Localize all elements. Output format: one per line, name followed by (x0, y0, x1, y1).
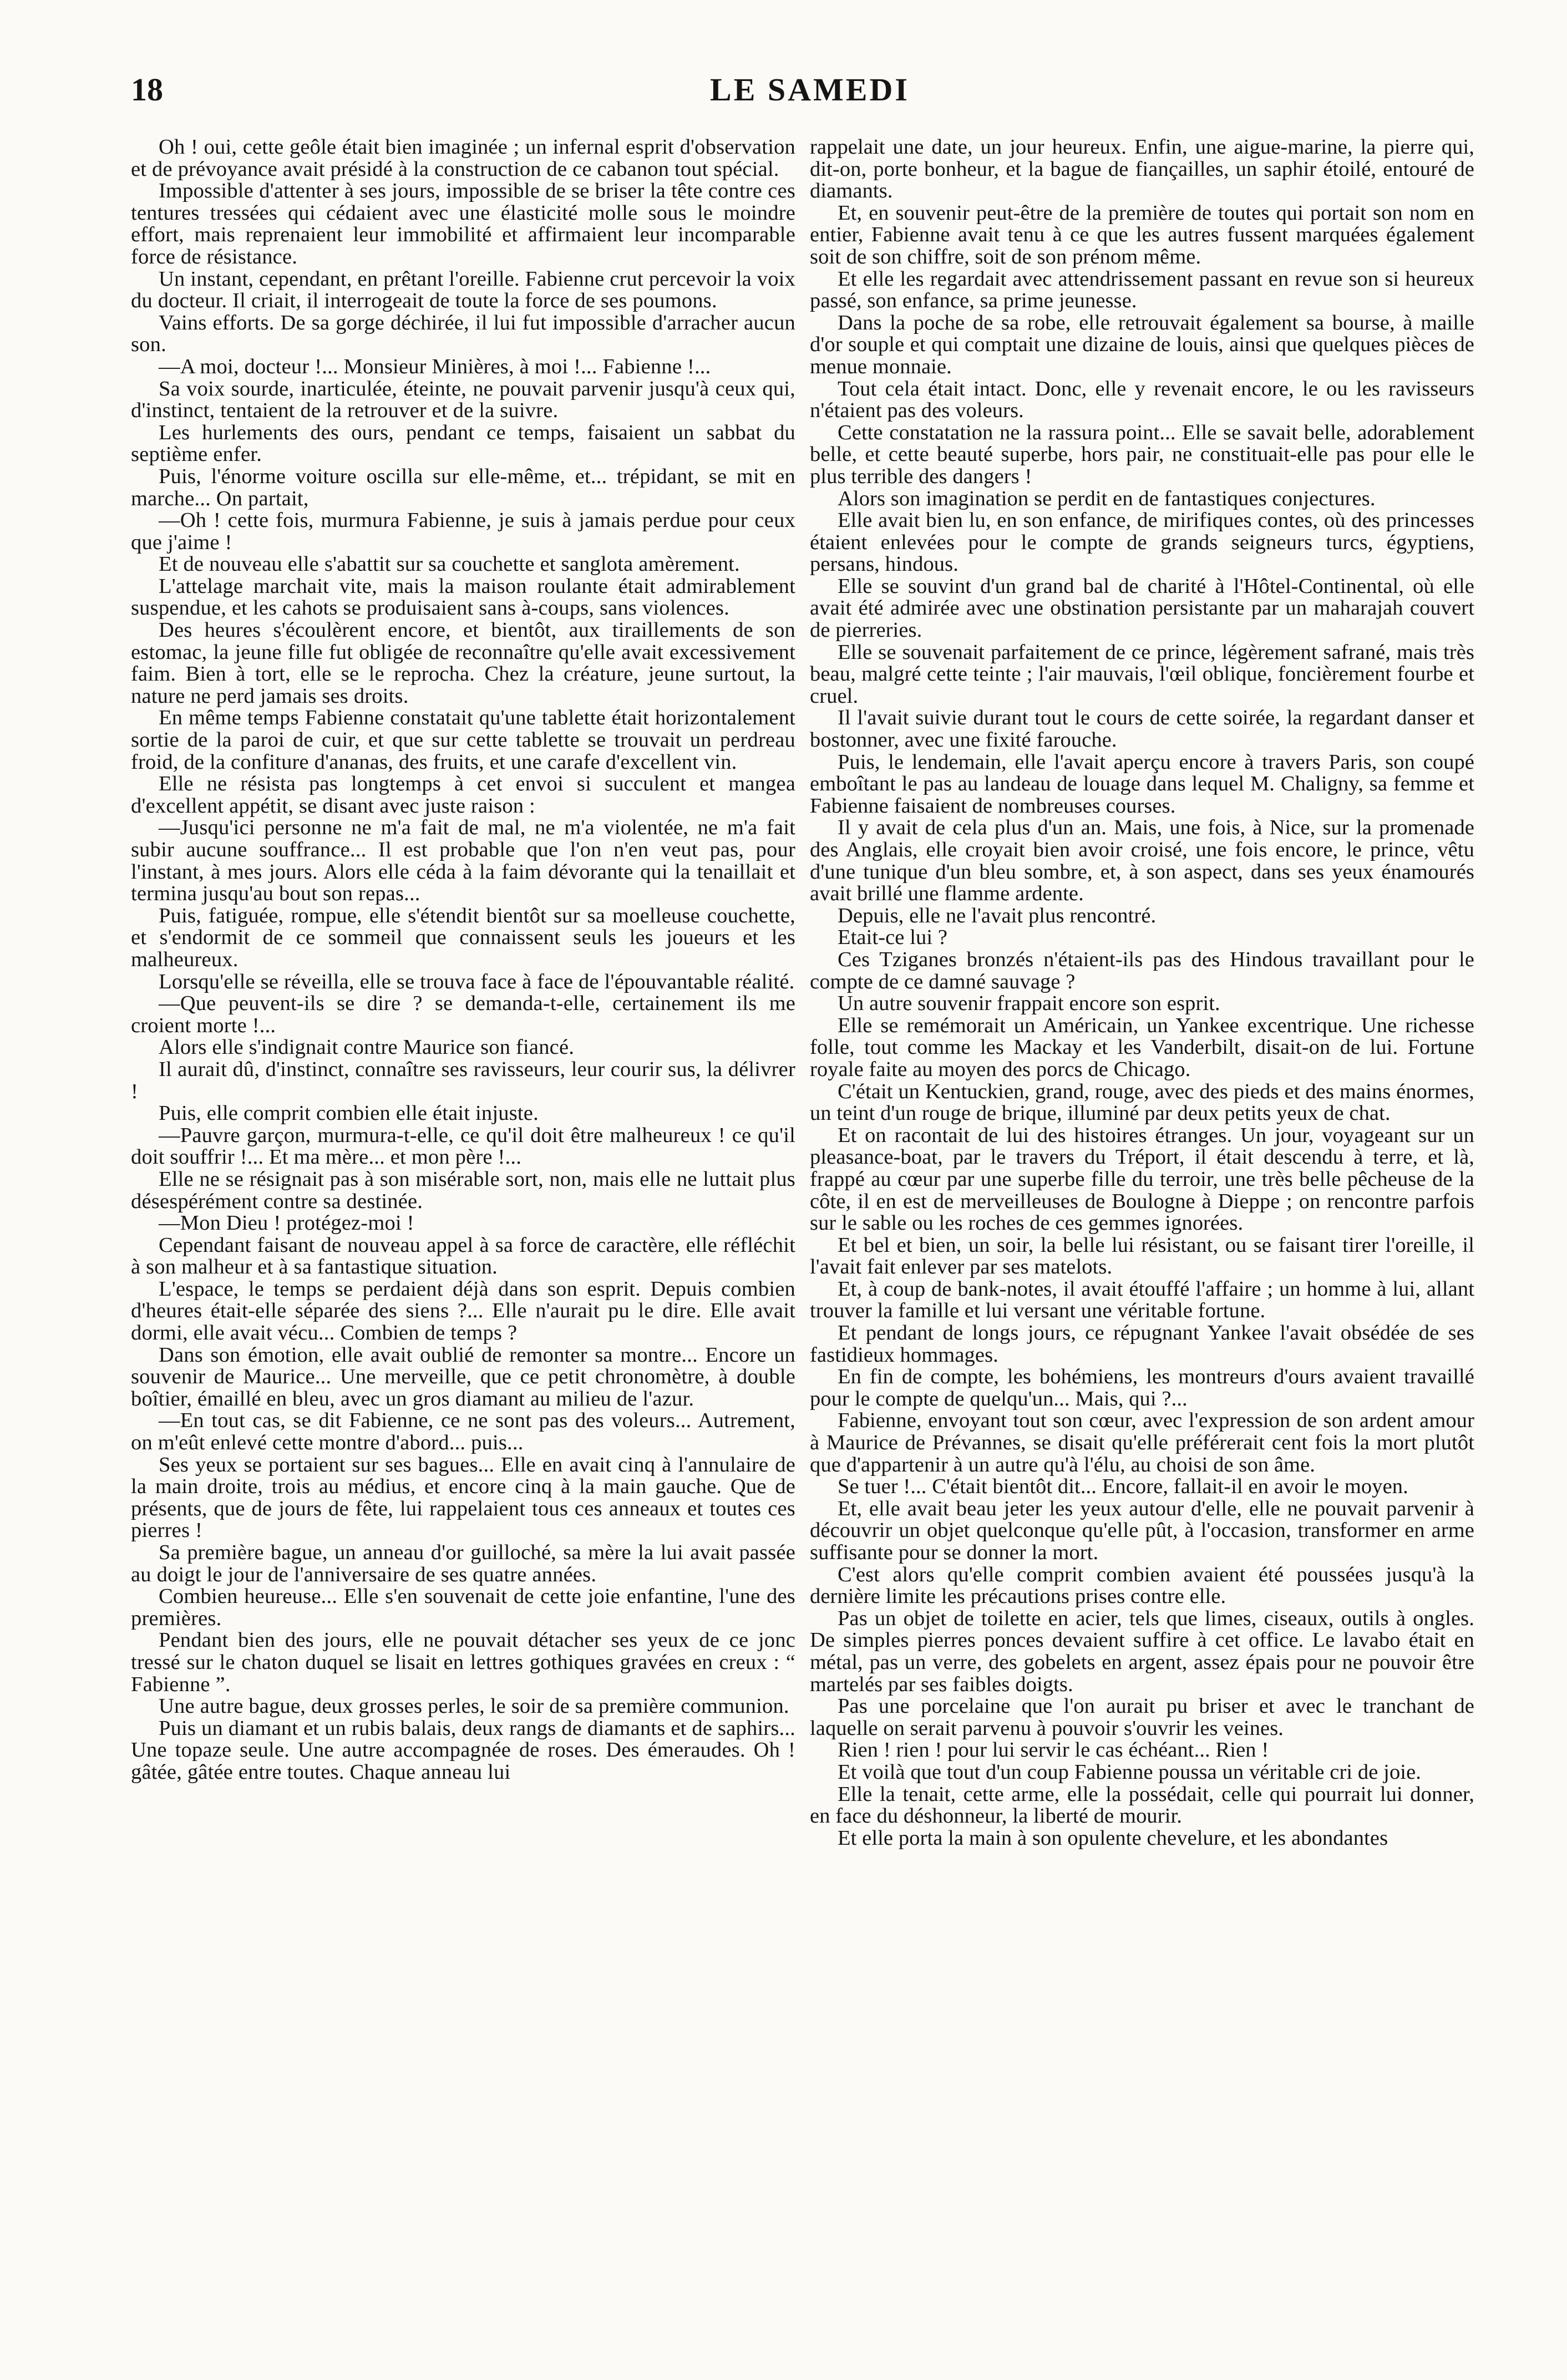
paragraph: Elle ne résista pas longtemps à cet envoi si succulent et mangea d'excellent appétit, se disant avec juste raison : (131, 772, 795, 818)
paragraph: Combien heureuse... Elle s'en souvenait de cette joie enfantine, l'une des premières. (131, 1585, 795, 1630)
paragraph: rappelait une date, un jour heureux. Enfin, une aigue-marine, la pierre qui, dit-on, porte bonheur, et la bague de fiançailles, un saphir étoilé, entouré de diamants. (810, 136, 1474, 203)
paragraph: Etait-ce lui ? (838, 926, 948, 950)
paragraph: Puis, elle comprit combien elle était injuste. (159, 1102, 539, 1125)
paragraph: En même temps Fabienne constatait qu'une tablette était horizontalement sortie de la paroi de cuir, et que sur cette tablette se trouvait un perdreau froid, de la confiture d'ananas, des fruits, et une carafe d'excellent vin. (131, 706, 795, 774)
paragraph: Oh ! oui, cette geôle était bien imaginée ; un infernal esprit d'observation et de prévoyance avait présidé à la construction de ce cabanon tout spécial. (131, 136, 795, 181)
paragraph: Et, elle avait beau jeter les yeux autour d'elle, elle ne pouvait parvenir à découvrir un objet quelconque qu'elle pût, à l'occasion, transformer en arme suffisante pour se donner la mort. (810, 1496, 1474, 1564)
left-column (131, 136, 795, 2333)
paragraph: Alors elle s'indignait contre Maurice son fiancé. (159, 1036, 575, 1059)
paragraph: —En tout cas, se dit Fabienne, ce ne sont pas des voleurs... Autrement, on m'eût enlevé cette montre d'abord... puis... (131, 1409, 795, 1455)
paragraph: Impossible d'attenter à ses jours, impossible de se briser la tête contre ces tentures tressées qui cédaient avec une élasticité molle sous le moindre effort, mais reprenaient leur immobilité et affirmaient leur incomparable force de résistance. (131, 179, 795, 268)
paragraph: —Que peuvent-ils se dire ? se demanda-t-elle, certainement ils me croient morte !... (131, 992, 795, 1037)
paragraph: Et elle porta la main à son opulente chevelure, et les abondantes (838, 1826, 1388, 1850)
paragraph: Elle ne se résignait pas à son misérable sort, non, mais elle ne luttait plus désespérément contre sa destinée. (131, 1167, 795, 1213)
running-title: LE SAMEDI (710, 72, 910, 108)
paragraph: Cependant faisant de nouveau appel à sa force de caractère, elle réfléchit à son malheur et à sa fantastique situation. (131, 1233, 795, 1279)
paragraph: Et pendant de longs jours, ce répugnant Yankee l'avait obsédée de ses fastidieux hommages. (810, 1321, 1474, 1367)
paragraph: Il aurait dû, d'instinct, connaître ses ravisseurs, leur courir sus, la délivrer ! (131, 1057, 795, 1103)
paragraph: Et, à coup de bank-notes, il avait étouffé l'affaire ; un homme à lui, allant trouver la famille et lui versant une véritable fortune. (810, 1277, 1474, 1323)
paragraph: Rien ! rien ! pour lui servir le cas échéant... Rien ! (838, 1738, 1269, 1762)
paragraph: L'espace, le temps se perdaient déjà dans son esprit. Depuis combien d'heures était-elle séparée des siens ?... Elle n'aurait pu le dire. Elle avait dormi, elle avait vécu... Combien de temps ? (131, 1277, 795, 1345)
paragraph: Il y avait de cela plus d'un an. Mais, une fois, à Nice, sur la promenade des Anglais, elle croyait bien avoir croisé, une fois encore, le prince, vêtu d'une tunique d'un bleu sombre, et, à son aspect, dans ses yeux énamourés avait brillé une flamme ardente. (810, 816, 1474, 906)
paragraph: Dans la poche de sa robe, elle retrouvait également sa bourse, à maille d'or souple et qui comptait une dizaine de louis, ainsi que quelques pièces de menue monnaie. (810, 311, 1474, 378)
paragraph: C'est alors qu'elle comprit combien avaient été poussées jusqu'à la dernière limite les précautions prises contre elle. (810, 1562, 1474, 1608)
paragraph: Et voilà que tout d'un coup Fabienne poussa un véritable cri de joie. (838, 1760, 1422, 1784)
paragraph: Vains efforts. De sa gorge déchirée, il lui fut impossible d'arracher aucun son. (131, 311, 795, 357)
paragraph: Et, en souvenir peut-être de la première de toutes qui portait son nom en entier, Fabienne avait tenu à ce que les autres fussent marquées également soit de son chiffre, soit de son prénom même. (810, 201, 1474, 268)
paragraph: Pendant bien des jours, elle ne pouvait détacher ses yeux de ce jonc tressé sur le chaton duquel se lisait en lettres gothiques gravées en creux : “ Fabienne ”. (131, 1628, 795, 1696)
paragraph: Cette constatation ne la rassura point... Elle se savait belle, adorablement belle, et cette beauté superbe, hors pair, ne constituait-elle pas pour elle le plus terrible des dangers ! (810, 420, 1474, 488)
paragraph: Pas un objet de toilette en acier, tels que limes, ciseaux, outils à ongles. De simples pierres ponces devaient suffire à cet office. Le lavabo était en métal, pas un verre, des gobelets en argent, assez épais pour ne pouvoir être martelés par ses faibles doigts. (810, 1606, 1474, 1696)
paragraph: Et de nouveau elle s'abattit sur sa couchette et sanglota amèrement. (159, 552, 740, 576)
paragraph: Ses yeux se portaient sur ses bagues... Elle en avait cinq à l'annulaire de la main droite, trois au médius, et encore cinq à la main gauche. Que de présents, que de jours de fête, lui rappelaient tous ces anneaux et toutes ces pierres ! (131, 1453, 795, 1542)
paragraph: Une autre bague, deux grosses perles, le soir de sa première communion. (159, 1694, 789, 1718)
page-number: 18 (131, 72, 163, 108)
paragraph: Pas une porcelaine que l'on aurait pu briser et avec le tranchant de laquelle on serait parvenu à pouvoir s'ouvrir les veines. (810, 1694, 1474, 1740)
paragraph: Et elle les regardait avec attendrissement passant en revue son si heureux passé, son enfance, sa prime jeunesse. (810, 267, 1474, 313)
paragraph: Lorsqu'elle se réveilla, elle se trouva face à face de l'épouvantable réalité. (159, 970, 795, 993)
paragraph: Elle avait bien lu, en son enfance, de mirifiques contes, où des princesses étaient enlevées pour le compte de grands seigneurs turcs, égyptiens, persans, hindous. (810, 509, 1474, 576)
paragraph: L'attelage marchait vite, mais la maison roulante était admirablement suspendue, et les cahots se produisaient sans à-coups, sans violences. (131, 574, 795, 620)
paragraph: Fabienne, envoyant tout son cœur, avec l'expression de son ardent amour à Maurice de Prévannes, se disait qu'elle préférerait cent fois la mort plutôt que d'appartenir à un autre qu'à l'élu, au choisi de son âme. (810, 1409, 1474, 1476)
right-column (810, 136, 1474, 2333)
paragraph: Des heures s'écoulèrent encore, et bientôt, aux tiraillements de son estomac, la jeune fille fut obligée de reconnaître qu'elle avait excessivement faim. Bien à tort, elle se le reprocha. Chez la créature, jeune surtout, la nature ne perd jamais ses droits. (131, 618, 795, 708)
paragraph: Elle se souvenait parfaitement de ce prince, légèrement safrané, mais très beau, malgré cette teinte ; l'air mauvais, l'œil oblique, foncièrement fourbe et cruel. (810, 640, 1474, 708)
paragraph: C'était un Kentuckien, grand, rouge, avec des pieds et des mains énormes, un teint d'un rouge de brique, illuminé par deux petits yeux de chat. (810, 1079, 1474, 1125)
paragraph: Elle se remémorait un Américain, un Yankee excentrique. Une richesse folle, tout comme les Mackay et les Vanderbilt, disait-on de lui. Fortune royale faite au moyen des porcs de Chicago. (810, 1013, 1474, 1081)
paragraph: Sa première bague, un anneau d'or guilloché, sa mère la lui avait passée au doigt le jour de l'anniversaire de ses quatre années. (131, 1541, 795, 1586)
paragraph: Se tuer !... C'était bientôt dit... Encore, fallait-il en avoir le moyen. (838, 1475, 1408, 1499)
paragraph: Dans son émotion, elle avait oublié de remonter sa montre... Encore un souvenir de Maurice... Une merveille, que ce petit chronomètre, à double boîtier, émaillé en bleu, avec un gros diamant au milieu de l'azur. (131, 1343, 795, 1410)
paragraph: Alors son imagination se perdit en de fantastiques conjectures. (838, 486, 1376, 510)
paragraph: —Mon Dieu ! protégez-moi ! (159, 1211, 414, 1235)
paragraph: Il l'avait suivie durant tout le cours de cette soirée, la regardant danser et bostonner, avec une fixité farouche. (810, 706, 1474, 752)
paragraph: En fin de compte, les bohémiens, les montreurs d'ours avaient travaillé pour le compte de quelqu'un... Mais, qui ?... (810, 1365, 1474, 1410)
paragraph: Et on racontait de lui des histoires étranges. Un jour, voyageant sur un pleasance-boat, par le travers du Tréport, il était descendu à terre, et là, frappé au cœur par une superbe fille du terroir, une très belle pêcheuse de la côte, il en est de merveilleuses de Boulogne à Dieppe ; on rencontre parfois sur le sable ou les roches de ces gemmes ignorées. (810, 1123, 1474, 1235)
paragraph: —Jusqu'ici personne ne m'a fait de mal, ne m'a violentée, ne m'a fait subir aucune souffrance... Il est probable que l'on n'en veut pas, pour l'instant, à mes jours. Alors elle céda à la faim dévorante qui la tenaillait et termina jusqu'au bout son repas... (131, 816, 795, 906)
paragraph: Tout cela était intact. Donc, elle y revenait encore, le ou les ravisseurs n'étaient pas des voleurs. (810, 377, 1474, 423)
paragraph: Puis, le lendemain, elle l'avait aperçu encore à travers Paris, son coupé emboîtant le pas au landeau de louage dans lequel M. Chaligny, sa femme et Fabienne faisaient de nombreuses courses. (810, 750, 1474, 818)
paragraph: Depuis, elle ne l'avait plus rencontré. (838, 904, 1157, 927)
paragraph: Puis, fatiguée, rompue, elle s'étendit bientôt sur sa moelleuse couchette, et s'endormit de ce sommeil que connaissent seuls les joueurs et les malheureux. (131, 904, 795, 971)
paragraph: Un instant, cependant, en prêtant l'oreille. Fabienne crut percevoir la voix du docteur. Il criait, il interrogeait de toute la force de ses poumons. (131, 267, 795, 313)
paragraph: —Pauvre garçon, murmura-t-elle, ce qu'il doit être malheureux ! ce qu'il doit souffrir !... Et ma mère... et mon père !... (131, 1123, 795, 1169)
paragraph: Et bel et bien, un soir, la belle lui résistant, ou se faisant tirer l'oreille, il l'avait fait enlever par ses matelots. (810, 1233, 1474, 1279)
paragraph: Elle se souvint d'un grand bal de charité à l'Hôtel-Continental, où elle avait été admirée avec une obstination persistante par un maharajah couvert de pierreries. (810, 574, 1474, 642)
paragraph: Ces Tziganes bronzés n'étaient-ils pas des Hindous travaillant pour le compte de ce damné sauvage ? (810, 947, 1474, 993)
paragraph: Elle la tenait, cette arme, elle la possédait, celle qui pourrait lui donner, en face du déshonneur, la liberté de mourir. (810, 1782, 1474, 1828)
page-header (131, 71, 1489, 115)
paragraph: —Oh ! cette fois, murmura Fabienne, je suis à jamais perdue pour ceux que j'aime ! (131, 509, 795, 554)
paragraph: Un autre souvenir frappait encore son esprit. (838, 992, 1220, 1016)
paragraph: —A moi, docteur !... Monsieur Minières, à moi !... Fabienne !... (159, 354, 711, 378)
paragraph: Puis un diamant et un rubis balais, deux rangs de diamants et de saphirs... Une topaze seule. Une autre accompagnée de roses. Des émeraudes. Oh ! gâtée, gâtée entre toutes. Chaque anneau lui (131, 1716, 795, 1784)
paragraph: Puis, l'énorme voiture oscilla sur elle-même, et... trépidant, se mit en marche... On partait, (131, 464, 795, 510)
paragraph: Sa voix sourde, inarticulée, éteinte, ne pouvait parvenir jusqu'à ceux qui, d'instinct, tentaient de la retrouver et de la suivre. (131, 377, 795, 423)
paragraph: Les hurlements des ours, pendant ce temps, faisaient un sabbat du septième enfer. (131, 420, 795, 466)
